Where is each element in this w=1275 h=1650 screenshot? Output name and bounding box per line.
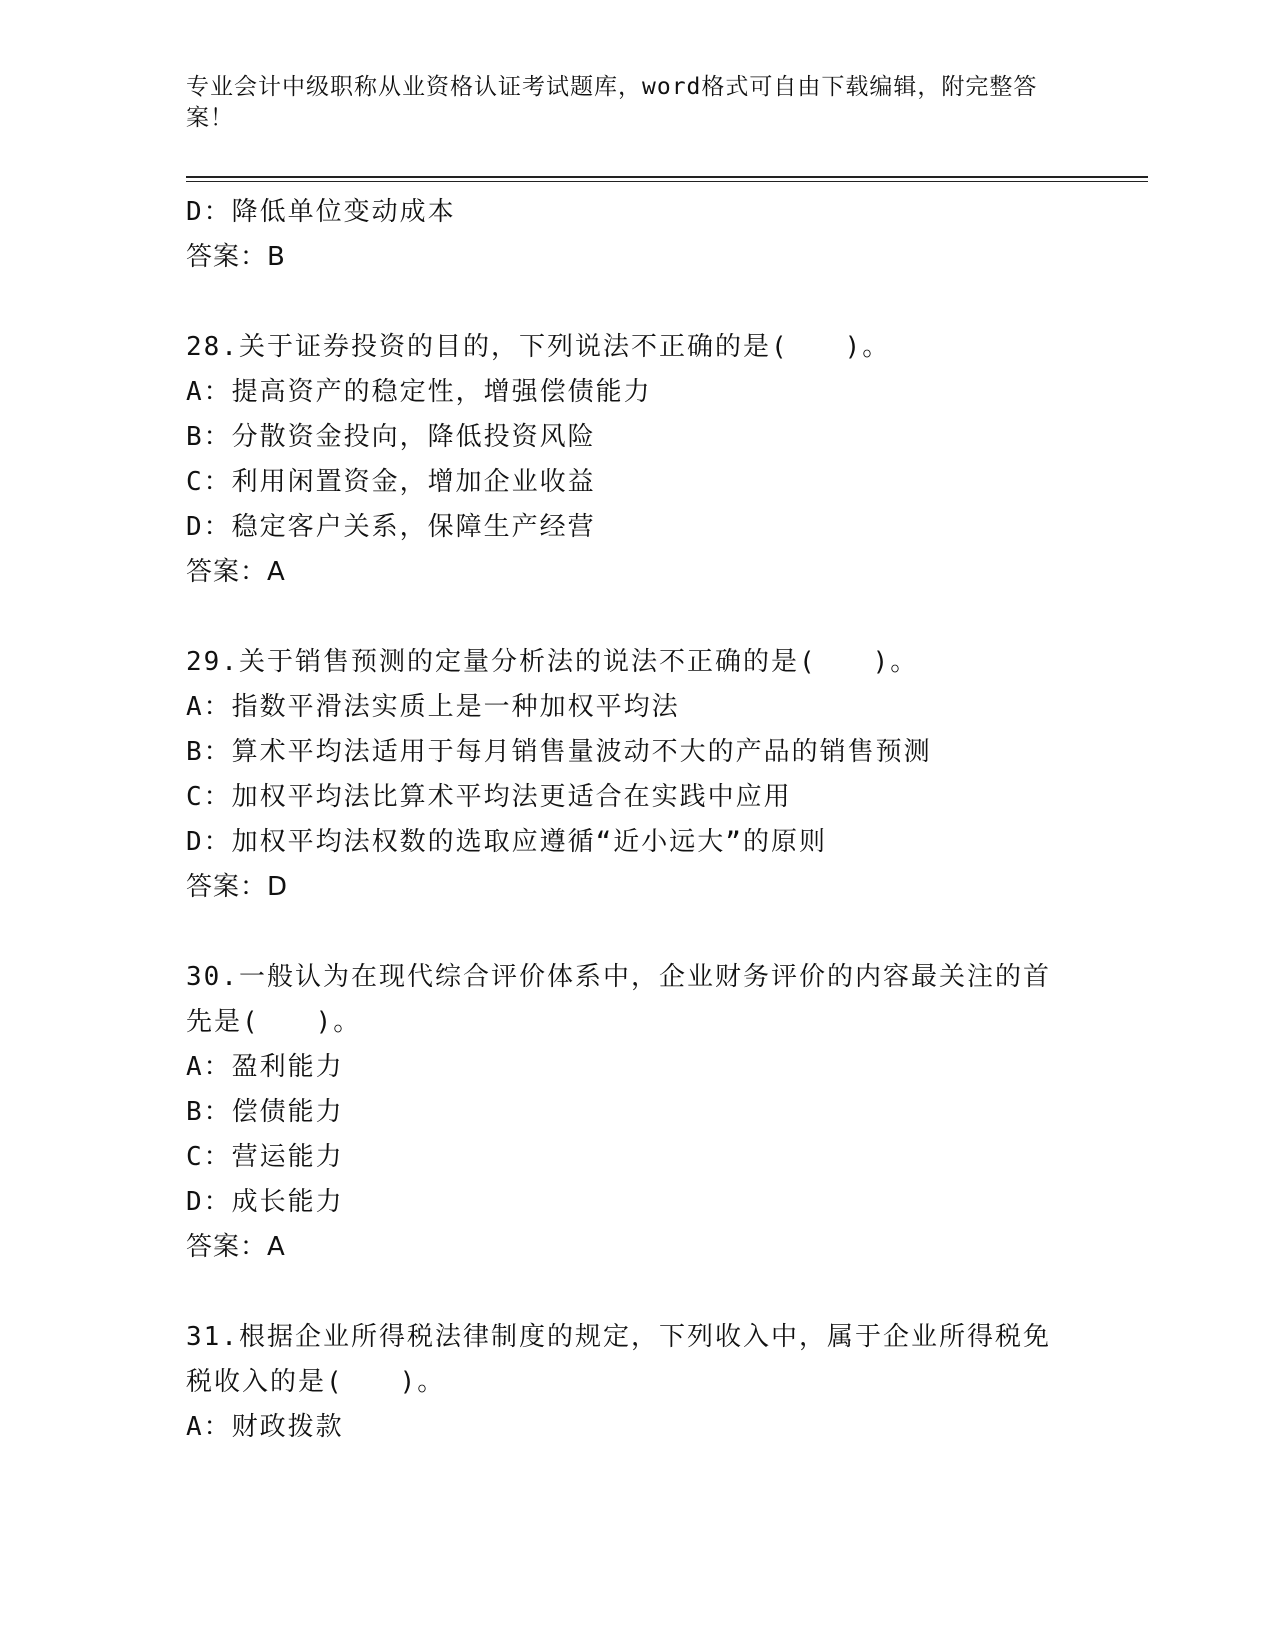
question-stem: 29.关于销售预测的定量分析法的说法不正确的是( )。: [186, 647, 919, 677]
answer-line: 答案：D: [186, 872, 289, 902]
option-d: D：降低单位变动成本: [186, 197, 456, 227]
option-b: B：算术平均法适用于每月销售量波动不大的产品的销售预测: [186, 737, 932, 767]
question-stem-continued: 先是( )。: [186, 1007, 362, 1037]
option-d: D：稳定客户关系，保障生产经营: [186, 512, 596, 542]
option-a: A：财政拨款: [186, 1412, 344, 1442]
question-29: [186, 640, 1086, 910]
option-a: A：盈利能力: [186, 1052, 344, 1082]
question-28: [186, 325, 1086, 595]
option-a: A：指数平滑法实质上是一种加权平均法: [186, 692, 680, 722]
option-c: C：利用闲置资金，增加企业收益: [186, 467, 596, 497]
question-stem: 28.关于证券投资的目的，下列说法不正确的是( )。: [186, 332, 891, 362]
question-list: [186, 190, 1086, 1450]
header-divider-thick: [186, 176, 1148, 178]
answer-line: 答案：A: [186, 557, 286, 587]
question-stem: 31.根据企业所得税法律制度的规定，下列收入中，属于企业所得税免: [186, 1322, 1051, 1352]
answer-line: 答案：A: [186, 1232, 286, 1262]
option-b: B：分散资金投向，降低投资风险: [186, 422, 596, 452]
header-divider-thin: [186, 181, 1148, 182]
question-30: [186, 955, 1086, 1270]
question-stem: 30.一般认为在现代综合评价体系中，企业财务评价的内容最关注的首: [186, 962, 1051, 992]
option-d: D：加权平均法权数的选取应遵循“近小远大”的原则: [186, 827, 827, 857]
option-c: C：营运能力: [186, 1142, 344, 1172]
answer-line: 答案：B: [186, 242, 286, 272]
option-d: D：成长能力: [186, 1187, 344, 1217]
question-stem-continued: 税收入的是( )。: [186, 1367, 446, 1397]
option-c: C：加权平均法比算术平均法更适合在实践中应用: [186, 782, 792, 812]
page-header: 专业会计中级职称从业资格认证考试题库，word格式可自由下载编辑，附完整答案！: [186, 74, 1038, 131]
option-a: A：提高资产的稳定性，增强偿债能力: [186, 377, 652, 407]
option-b: B：偿债能力: [186, 1097, 344, 1127]
question-31: [186, 1315, 1086, 1450]
